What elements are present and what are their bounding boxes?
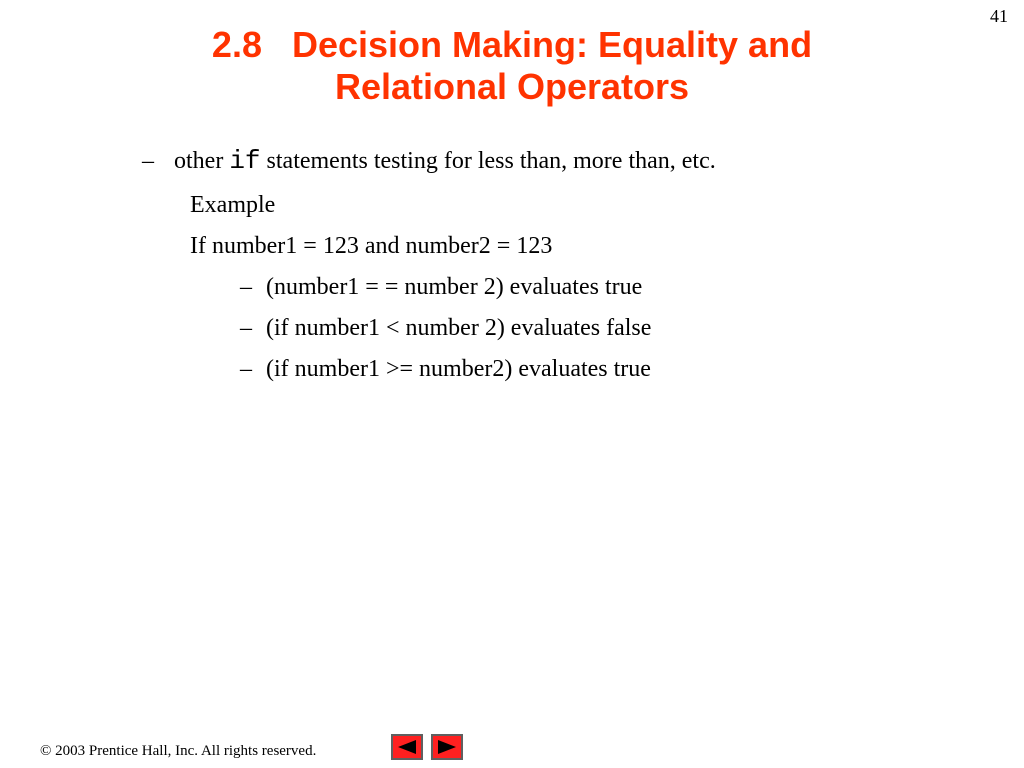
copyright-footer xyxy=(40,743,316,760)
right-arrow-icon xyxy=(436,739,458,755)
sub-bullet-greater-equal xyxy=(240,355,651,383)
sub-bullet-text: (number1 = = number 2) evaluates true xyxy=(266,274,643,300)
previous-slide-button[interactable] xyxy=(391,734,423,760)
copyright-text: 2003 Prentice Hall, Inc. All rights reserved. xyxy=(55,743,317,759)
left-arrow-icon xyxy=(396,739,418,755)
if-keyword: if xyxy=(229,146,261,176)
bullet-text-prefix: other xyxy=(174,148,224,174)
bullet-dash: – xyxy=(240,274,252,300)
sub-bullet-equality xyxy=(240,273,642,301)
slide-navigation xyxy=(391,734,463,760)
bullet-text-suffix: statements testing for less than, more than, etc. xyxy=(266,148,716,174)
copyright-icon: © xyxy=(40,743,52,759)
bullet-dash: – xyxy=(142,148,154,174)
title-text-1: Decision Making: Equality and xyxy=(291,24,813,65)
section-number: 2.8 xyxy=(211,24,262,65)
bullet-dash: – xyxy=(240,356,252,382)
bullet-dash: – xyxy=(240,315,252,341)
sub-bullet-text: (if number1 < number 2) evaluates false xyxy=(266,315,652,341)
page-number: 41 xyxy=(990,6,1008,26)
sub-bullet-text: (if number1 >= number2) evaluates true xyxy=(266,356,651,382)
next-slide-button[interactable] xyxy=(431,734,463,760)
title-line-1 xyxy=(0,24,1024,66)
bullet-if-statements xyxy=(142,147,716,175)
title-line-2: Relational Operators xyxy=(334,66,690,107)
slide-title xyxy=(0,24,1024,108)
example-condition: If number1 = 123 and number2 = 123 xyxy=(190,233,553,259)
example-label: Example xyxy=(190,192,276,218)
sub-bullet-less-than xyxy=(240,314,651,342)
